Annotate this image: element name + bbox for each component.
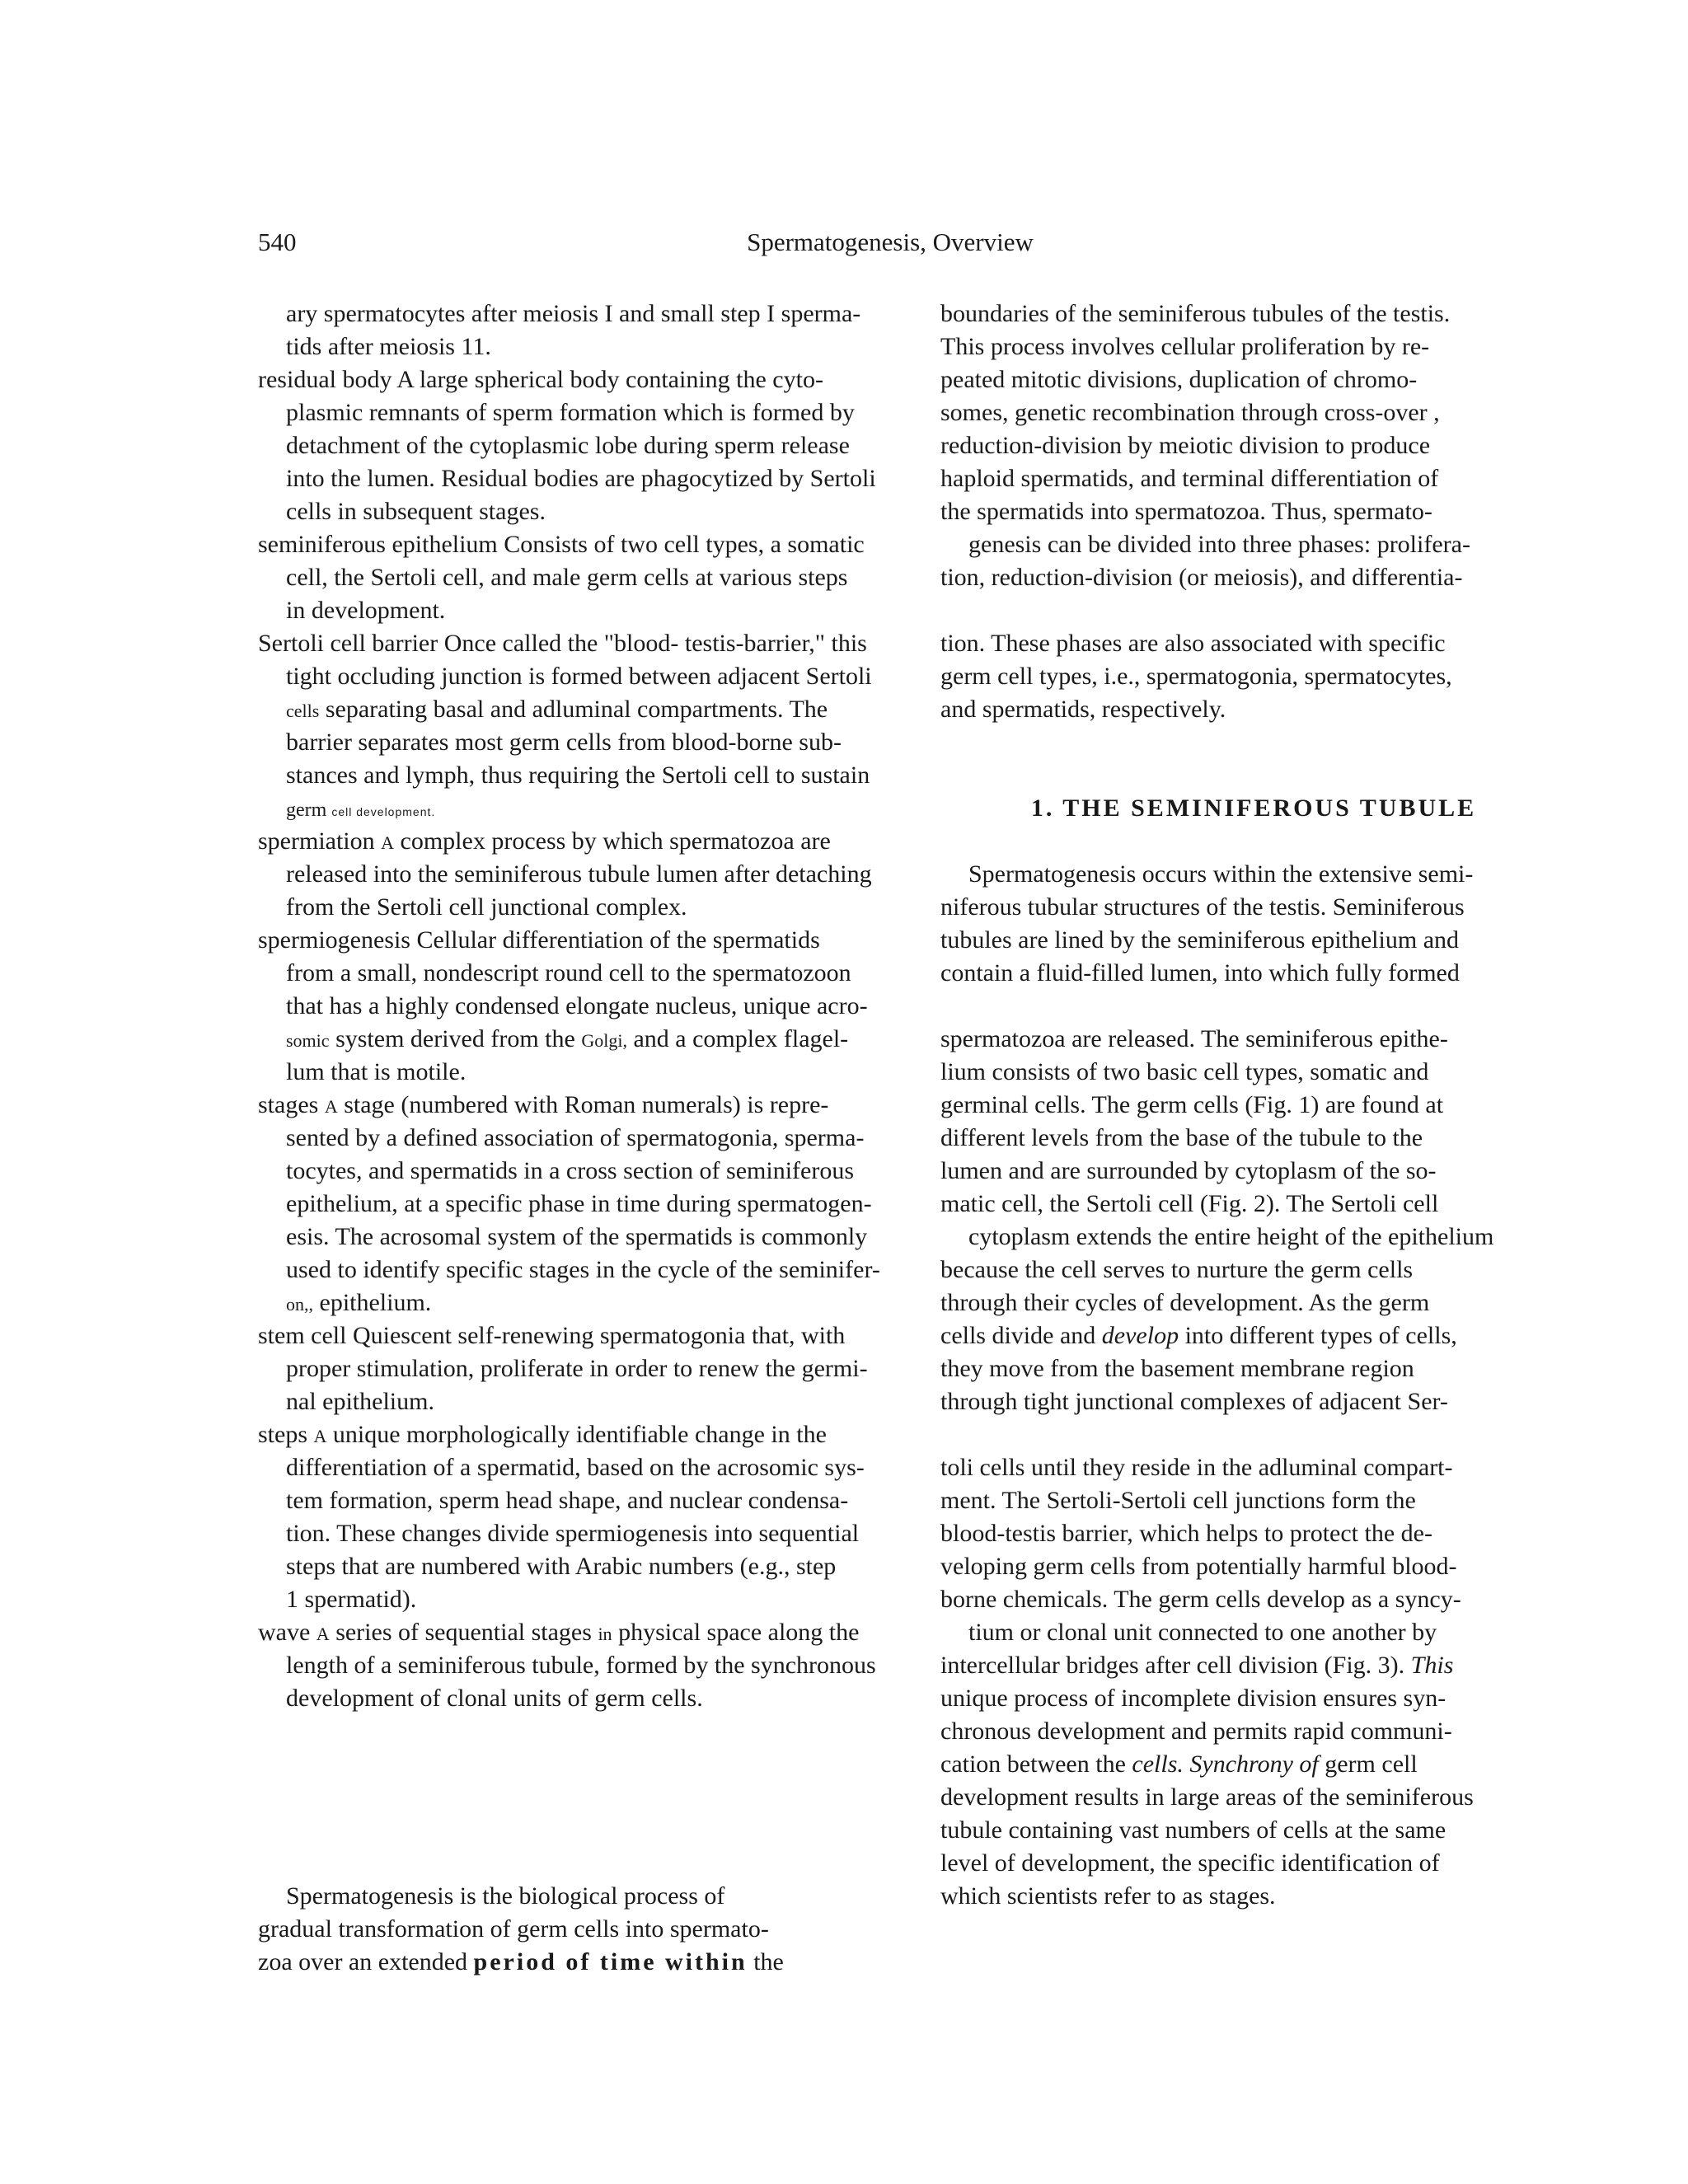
text-span: steps <box>258 1421 314 1448</box>
glossary-entry-sertoli-cell-barrier: Sertoli cell barrier Once called the "blood- testis-barrier," this <box>258 630 867 657</box>
text-span: somic <box>286 1030 330 1051</box>
text-line <box>258 693 934 726</box>
text-line: that has a highly condensed elongate nucleus, unique acro- <box>286 992 868 1019</box>
text-span: system derived from the <box>329 1025 582 1052</box>
text-line: spermatozoa are released. The seminiferous epithe- <box>940 1025 1448 1052</box>
text-line: into the lumen. Residual bodies are phagocytized by Sertoli <box>286 465 876 492</box>
text-span: into different types of cells, <box>1179 1322 1457 1349</box>
text-line: differentiation of a spermatid, based on the acrosomic sys- <box>286 1454 865 1481</box>
text-line: sented by a defined association of spermatogonia, sperma- <box>286 1124 865 1151</box>
text-line: ary spermatocytes after meiosis I and small step I sperma- <box>286 300 861 327</box>
text-line: level of development, the specific identification of <box>940 1849 1440 1877</box>
section-heading: 1. THE SEMINIFEROUS TUBULE <box>1030 794 1477 822</box>
text-line: germinal cells. The germ cells (Fig. 1) are found at <box>940 1091 1444 1118</box>
glossary-entry-stem-cell: stem cell Quiescent self-renewing spermatogonia that, with <box>258 1322 846 1349</box>
glossary-entry-seminiferous-epithelium: seminiferous epithelium Consists of two cell types, a somatic <box>258 531 865 558</box>
text-span: cell development. <box>331 805 436 818</box>
text-line: in development. <box>286 597 446 624</box>
text-span: germ <box>286 799 332 821</box>
text-line: contain a fluid-filled lumen, into which fully formed <box>940 959 1460 987</box>
text-line: This process involves cellular proliferation by re- <box>940 333 1430 360</box>
text-line: they move from the basement membrane region <box>940 1355 1414 1382</box>
text-line <box>258 1286 934 1319</box>
text-line: germ cell types, i.e., spermatogonia, spermatocytes, <box>940 663 1452 690</box>
text-line: from a small, nondescript round cell to the spermatozoon <box>286 959 851 987</box>
text-span: on,, <box>286 1294 313 1315</box>
text-line: boundaries of the seminiferous tubules of the testis. <box>940 300 1451 327</box>
left-column <box>258 298 934 1979</box>
glossary-entry-wave <box>258 1616 934 1649</box>
text-line <box>940 1319 1567 1352</box>
text-line: cytoplasm extends the entire height of the epithelium <box>968 1223 1494 1250</box>
text-line: matic cell, the Sertoli cell (Fig. 2). The Sertoli cell <box>940 1190 1439 1217</box>
text-span: A <box>324 1096 338 1117</box>
text-line: stances and lymph, thus requiring the Sertoli cell to sustain <box>286 762 870 789</box>
text-line: development of clonal units of germ cells. <box>286 1685 703 1712</box>
text-span: stages <box>258 1091 325 1118</box>
page-number: 540 <box>258 227 297 256</box>
text-span: series of sequential stages <box>329 1619 598 1646</box>
glossary-entry-residual-body: residual body A large spherical body containing the cyto- <box>258 366 823 393</box>
text-span: separating basal and adluminal compartments. The <box>319 696 828 723</box>
text-span: complex process by which spermatozoa are <box>394 827 831 855</box>
text-line <box>940 1748 1567 1781</box>
glossary-entry-spermiation <box>258 825 934 858</box>
text-line: genesis can be divided into three phases: prolifera- <box>968 531 1470 558</box>
text-span: Golgi, <box>581 1030 627 1051</box>
text-line: epithelium, at a specific phase in time during spermatogen- <box>286 1190 872 1217</box>
text-span: intercellular bridges after cell division (Fig. 3). <box>940 1652 1411 1679</box>
text-line: tids after meiosis 11. <box>286 333 491 360</box>
text-span: zoa over an extended <box>258 1948 474 1975</box>
text-line: tight occluding junction is formed between adjacent Sertoli <box>286 663 872 690</box>
text-line: tubule containing vast numbers of cells at the same <box>940 1816 1447 1844</box>
glossary-entry-stages <box>258 1089 934 1122</box>
right-column <box>940 298 1567 1913</box>
text-line: steps that are numbered with Arabic numbers (e.g., step <box>286 1553 837 1580</box>
text-line <box>940 1649 1567 1682</box>
text-line: tubules are lined by the seminiferous epithelium and <box>940 926 1460 954</box>
text-line: tion, reduction-division (or meiosis), and differentia- <box>940 564 1463 591</box>
text-span: A <box>313 1426 327 1446</box>
text-line: haploid spermatids, and terminal differentiation of <box>940 465 1439 492</box>
text-span: cation between the <box>940 1750 1132 1778</box>
text-line: tem formation, sperm head shape, and nuclear condensa- <box>286 1487 849 1514</box>
text-span: wave <box>258 1619 316 1646</box>
text-line <box>258 1946 934 1979</box>
glossary-entry-spermiogenesis: spermiogenesis Cellular differentiation of the spermatids <box>258 926 820 954</box>
text-span: A <box>381 832 395 853</box>
text-line: esis. The acrosomal system of the spermatids is commonly <box>286 1223 868 1250</box>
text-line: veloping germ cells from potentially harmful blood- <box>940 1553 1457 1580</box>
text-line: somes, genetic recombination through cross-over , <box>940 399 1440 426</box>
text-span: cells divide and <box>940 1322 1102 1349</box>
text-line: niferous tubular structures of the testis. Seminiferous <box>940 893 1465 921</box>
text-line: different levels from the base of the tubule to the <box>940 1124 1423 1151</box>
text-span: unique morphologically identifiable change in the <box>326 1421 827 1448</box>
text-span: the <box>747 1948 784 1975</box>
text-line: plasmic remnants of sperm formation which is formed by <box>286 399 855 426</box>
text-line: proper stimulation, proliferate in order to renew the germi- <box>286 1355 868 1382</box>
text-line: lium consists of two basic cell types, somatic and <box>940 1058 1429 1085</box>
text-span: and a complex flagel- <box>626 1025 849 1052</box>
text-span: stage (numbered with Roman numerals) is repre- <box>337 1091 829 1118</box>
text-line: length of a seminiferous tubule, formed by the synchronous <box>286 1652 876 1679</box>
text-line: lumen and are surrounded by cytoplasm of the so- <box>940 1157 1437 1184</box>
text-line: nal epithelium. <box>286 1388 434 1415</box>
text-line: through tight junctional complexes of adjacent Ser- <box>940 1388 1448 1415</box>
glossary-entry-steps <box>258 1418 934 1451</box>
running-head: Spermatogenesis, Overview <box>747 227 1034 256</box>
text-line: and spermatids, respectively. <box>940 696 1226 723</box>
text-span: epithelium. <box>313 1289 432 1316</box>
text-line: which scientists refer to as stages. <box>940 1882 1276 1910</box>
text-line: ment. The Sertoli-Sertoli cell junctions form the <box>940 1487 1416 1514</box>
text-line: the spermatids into spermatozoa. Thus, spermato- <box>940 498 1432 525</box>
text-span: develop <box>1101 1322 1179 1349</box>
text-span: germ cell <box>1318 1750 1418 1778</box>
text-line: borne chemicals. The germ cells develop as a syncy- <box>940 1586 1461 1613</box>
text-line: tium or clonal unit connected to one another by <box>968 1619 1437 1646</box>
text-line: chronous development and permits rapid communi- <box>940 1718 1452 1745</box>
text-line: tocytes, and spermatids in a cross section of seminiferous <box>286 1157 855 1184</box>
text-line: through their cycles of development. As the germ <box>940 1289 1430 1316</box>
text-line: detachment of the cytoplasmic lobe during sperm release <box>286 432 850 459</box>
text-line: toli cells until they reside in the adluminal compart- <box>940 1454 1453 1481</box>
text-line: cell, the Sertoli cell, and male germ cells at various steps <box>286 564 848 591</box>
text-span: cells <box>286 701 320 721</box>
text-line: tion. These phases are also associated with specific <box>940 630 1446 657</box>
section-paragraph: Spermatogenesis occurs within the extensive semi- <box>968 860 1474 888</box>
text-line: barrier separates most germ cells from blood-borne sub- <box>286 729 842 756</box>
text-line <box>258 792 934 825</box>
text-span: This <box>1410 1652 1454 1679</box>
text-line: blood-testis barrier, which helps to protect the de- <box>940 1520 1432 1547</box>
text-span: in <box>598 1624 612 1644</box>
text-line: lum that is motile. <box>286 1058 467 1085</box>
text-line: cells in subsequent stages. <box>286 498 546 525</box>
text-line: because the cell serves to nurture the germ cells <box>940 1256 1414 1283</box>
text-span: spermiation <box>258 827 382 855</box>
text-line: unique process of incomplete division ensures syn- <box>940 1685 1447 1712</box>
intro-paragraph: Spermatogenesis is the biological process of <box>286 1882 725 1910</box>
text-span: period of time within <box>473 1948 748 1975</box>
text-line: reduction-division by meiotic division to produce <box>940 432 1431 459</box>
text-line <box>258 1023 934 1056</box>
text-span: cells. Synchrony of <box>1132 1750 1319 1778</box>
text-line: peated mitotic divisions, duplication of chromo- <box>940 366 1418 393</box>
text-line: development results in large areas of the seminiferous <box>940 1783 1474 1811</box>
text-line: from the Sertoli cell junctional complex. <box>286 893 687 921</box>
text-span: physical space along the <box>612 1619 860 1646</box>
text-line: 1 spermatid). <box>286 1586 417 1613</box>
text-line: used to identify specific stages in the cycle of the seminifer- <box>286 1256 880 1283</box>
text-line: released into the seminiferous tubule lumen after detaching <box>286 860 872 888</box>
text-line: tion. These changes divide spermiogenesis into sequential <box>286 1520 860 1547</box>
text-line: gradual transformation of germ cells into spermato- <box>258 1915 769 1943</box>
text-span: A <box>316 1624 330 1644</box>
